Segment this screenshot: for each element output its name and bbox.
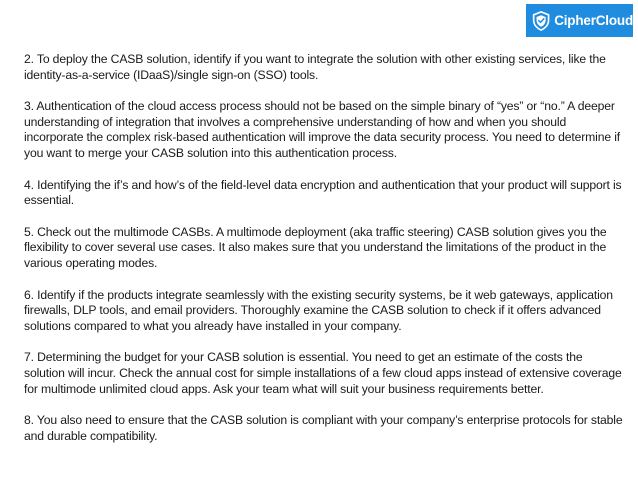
point-2: 2. To deploy the CASB solution, identify if you want to integrate the solution with other existing services, like the identity-as-a-service (IDaaS)/single sign-on (SSO) tools. <box>24 52 606 82</box>
point-4: 4. Identifying the if’s and how’s of the field-level data encryption and authentication that your product will support is essential. <box>24 177 622 208</box>
point-5: 5. Check out the multimode CASBs. A multimode deployment (aka traffic steering) CASB solution gives you the flexibility to cover several use cases. It also makes sure that you understand the limitations of the product in the various operating modes. <box>24 224 607 270</box>
point-6: 6. Identify if the products integrate seamlessly with the existing security systems, be it web gateways, application firewalls, DLP tools, and email providers. Thoroughly examine the CASB solution to check if it offers advanced solutions compared to what you already have installed in your company. <box>24 287 613 333</box>
ciphercloud-logo <box>526 4 633 37</box>
point-8: 8. You also need to ensure that the CASB solution is compliant with your company’s enterprise protocols for stable and durable compatibility. <box>24 413 623 443</box>
point-7: 7. Determining the budget for your CASB solution is essential. You need to get an estimate of the costs the solution will incur. Check the annual cost for simple installations of a few cloud apps instead of extensive coverage for multimode unlimited cloud apps. Ask your team what will suit your business requirements better. <box>24 350 622 396</box>
point-3: 3. Authentication of the cloud access process should not be based on the simple binary of “yes” or “no.” A deeper understanding of integration that involves a comprehensive understanding of how and when you should incorporate the complex risk-based authentication will improve the data security process. You need to determine if you want to merge your CASB solution into this authentication process. <box>24 99 620 160</box>
shield-icon <box>532 9 550 33</box>
document-body <box>24 52 624 460</box>
logo-text: CipherCloud <box>554 13 633 28</box>
